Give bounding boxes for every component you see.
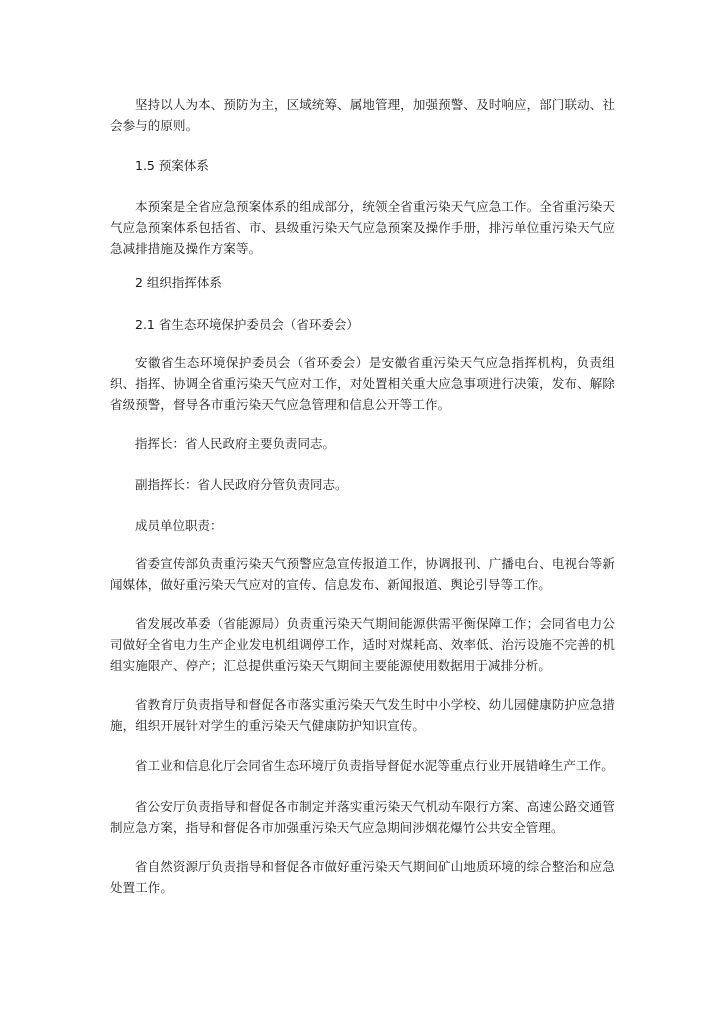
section-heading-2-1: 2.1 省生态环境保护委员会（省环委会） — [135, 317, 359, 332]
paragraph-education-dept: 省教育厅负责指导和督促各市落实重污染天气发生时中小学校、幼儿园健康防护应急措施，组织开展针对学生的重污染天气健康防护知识宣传。 — [110, 697, 615, 733]
paragraph-propaganda-dept: 省委宣传部负责重污染天气预警应急宣传报道工作，协调报刊、广播电台、电视台等新闻媒体，做好重污染天气应对的宣传、信息发布、新闻报道、舆论引导等工作。 — [110, 556, 615, 592]
section-heading-2: 2 组织指挥体系 — [135, 275, 222, 290]
paragraph-industry-it-dept: 省工业和信息化厅会同省生态环境厅负责指导督促水泥等重点行业开展错峰生产工作。 — [135, 758, 614, 773]
paragraph-plan-system: 本预案是全省应急预案体系的组成部分，统领全省重污染天气应急工作。全省重污染天气应急预案体系包括省、市、县级重污染天气应急预案及操作手册，排污单位重污染天气应急减排措施及操作方案等。 — [110, 199, 615, 256]
paragraph-natural-resources: 省自然资源厅负责指导和督促各市做好重污染天气期间矿山地质环境的综合整治和应急处置工作。 — [110, 859, 615, 895]
paragraph-committee: 安徽省生态环境保护委员会（省环委会）是安徽省重污染天气应急指挥机构，负责组织、指挥、协调全省重污染天气应对工作，对处置相关重大应急事项进行决策，发布、解除省级预警，督导各市重污染天气应急管理和信息公开等工作。 — [110, 355, 615, 412]
section-heading-1-5: 1.5 预案体系 — [135, 158, 209, 173]
paragraph-deputy-commander: 副指挥长：省人民政府分管负责同志。 — [135, 477, 348, 492]
paragraph-development-reform: 省发展改革委（省能源局）负责重污染天气期间能源供需平衡保障工作；会同省电力公司做好全省电力生产企业发电机组调停工作，适时对煤耗高、效率低、治污设施不完善的机组实施限产、停产；汇总提供重污染天气期间主要能源使用数据用于减排分析。 — [110, 616, 615, 673]
paragraph-member-duties-title: 成员单位职责： — [135, 518, 223, 533]
paragraph-public-security: 省公安厅负责指导和督促各市制定并落实重污染天气机动车限行方案、高速公路交通管制应急方案，指导和督促各市加强重污染天气应急期间涉烟花爆竹公共安全管理。 — [110, 799, 615, 835]
paragraph-commander: 指挥长：省人民政府主要负责同志。 — [135, 436, 336, 451]
paragraph-principles: 坚持以人为本、预防为主，区域统筹、属地管理，加强预警、及时响应，部门联动、社会参与的原则。 — [110, 97, 615, 133]
